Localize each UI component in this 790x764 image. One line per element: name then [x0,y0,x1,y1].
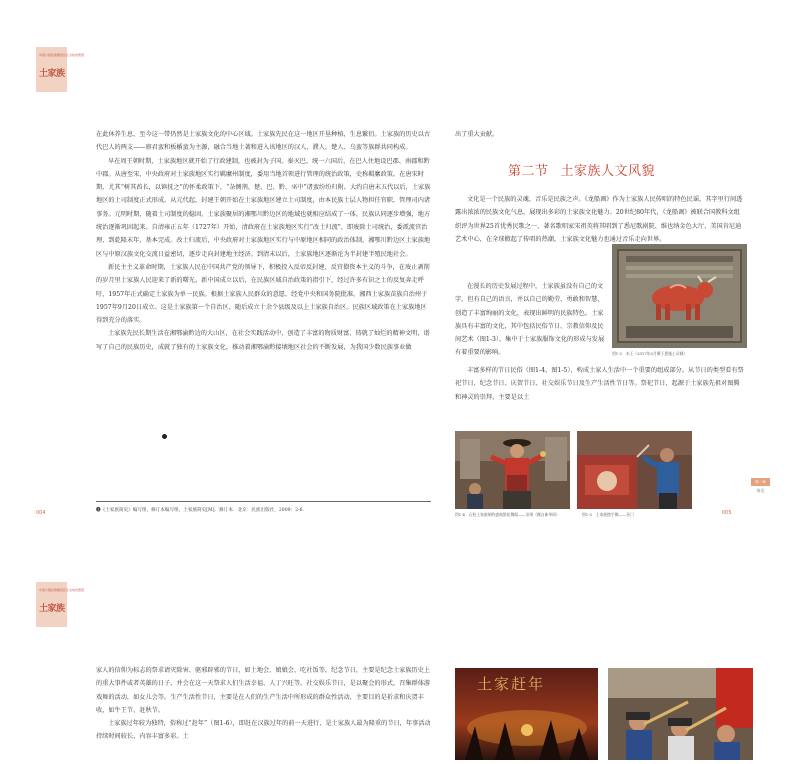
right-page-lead [455,128,745,141]
paragraph: 土家族过年较为独特，俗称过“赶年”（图1-6），即赶在汉族过年的前一天进行，是土家族人最为隆重的节日，年事活动持续时间较长，内容丰富多彩。土 [96,720,431,741]
figure-1-5-photo [577,431,692,509]
figure-1-4-caption: 图1-4 石柱土家族铜铃盛典祭祀舞蹈——巫师（摄自新华网） [455,512,560,517]
bottom-spread [0,545,790,760]
right-page-para-3 [455,364,745,404]
figure-1-5-caption: 图1-5 土家族摆手舞——巫门 [582,512,634,517]
right-page-para-1 [455,193,745,246]
chapter-tab-sub: 绪论 [756,488,765,493]
ritual-dance-image [455,431,570,509]
footnote-rule [96,501,431,502]
chapter-tab-label: 第一章 [751,478,770,486]
badge-title: 土家族 [39,604,65,614]
paragraph: 在漫长的历史发展过程中，土家族虽没有自己的文字，但有自己的语言，并以自己的勤劳、勇敢和智慧，创造了丰富绚丽的文化，表现出鲜明的民族特色。土家族具有丰富的文化，其中包括民俗节日、宗教信仰及民间艺术（图1-3），集中于土家族服饰文化的形成与发展有着重要的影响。 [455,283,605,357]
chapter-badge [36,47,85,92]
paragraph: 在此休养生息，至今这一带仍然是土家族文化的中心区域。土家族先民在这一地区开垦种植，生息繁衍。土家族的历史以古代巴人的两支——廪君蛮和板楯蛮为主源，融合当地土著和进入该地区的汉人、濮人、楚人、乌蛮等族群共同构成。 [96,131,431,152]
figure-1-3-caption: 图1-3 木王（2017年5月摄于恩施土司城） [612,351,688,356]
bottom-left-body [96,664,432,744]
paragraph: 丰富多样的节日民俗（图1-4、图1-5），构成土家人生活中一个重要的组成部分。从节日的类型看有祭祀节日、纪念节日、庆贺节日、社交娱乐节日及生产生活性节日等。祭祀节日，起源于土家族先祖对图腾和神灵的崇拜，主要是以土 [455,367,744,401]
paragraph: 家人的信仰为标志的祭求请灾除害、驱邪辟邪的节日，如土地会、娘娘会、吃社饭等。纪念节日，主要是纪念土家族历史上的重大事件或者英雄的日子，并会在这一天祭求人们生活幸福、人丁兴旺等。社交娱乐节日，是以聚会的形式，召集群体游戏舞的活动，如女儿会等。生产生活性节日，主要是在人们的生产生活中所形成的群众性活动，主要目的是祈求和庆贺丰收，如牛王节、赶秋节。 [96,667,431,714]
paragraph: 新民主主义革命时期，土家族人民在中国共产党的领导下，积极投入反帝反封建、反官僚资本主义的斗争，在废止剥削的岁月里土家族人民迎来了新的曙光。新中国成立以后，在民族区域自治政策的指引下，经过许多有识之士的反复奔走呼吁，1957年正式确定土家族为单一民族。根据土家族人民群众的意愿，经党中央和国务院批准，湘西土家族苗族自治州于1957年9月20日成立。这是土家族第一个自治区，随后成立十余个县级及以上土家族自治区。民族区域政策在土家族地区得到充分的落实。 [96,263,430,325]
figure-1-7-photo [608,668,753,760]
figure-1-4-photo [455,431,570,509]
chapter-tab [751,478,770,500]
page-number-right: 005 [722,510,732,516]
badge-small-text: 中国少数民族聚居区生态地质图册 [39,53,85,57]
paragraph: 文化是一个民族的灵魂，音乐是民族之声。《龙船调》作为土家族人民传唱的特色民谣，其字里行间透露出浓浓的民族文化气息，展现出多彩的土家族文化魅力。20世纪80年代，《龙船调》被联合国教科文组织评为世界25首优秀民歌之一，著名歌唱家宋祖英将其唱到了悉尼歌剧院、维也纳金色大厅、美国肯尼迪艺术中心，在全球掀起了传唱的热潮，土家族文化魅力也通过音乐走向世界。 [455,196,743,243]
paragraph: 早在周王朝时期，土家族地区就开始了行政建制，也被封为子国。秦灭巴，统一六国后，在巴人住地设巴郡、南郡和黔中郡。从唐至宋，中央政府对土家族地区实行羁縻州制度，委用当地首领进行管理的统治政策，史称羁縻政策。在唐宋时期，尤其“树其酋长，以镇抚之”的怀柔政策下，“杂侧荆、楚、巴、黔、巫中”诸蛮纷纷归附。大约自唐末五代以后，土家族地区的土司制度正式形成。从元代起，封建王朝开始在土家族地区建立土司制度，由本民族土层人物担任官职，管理司内诸事务。元明时期，随着土司制度的稳固，土家族聚居的湘鄂川黔边区的地域也就相应结成了一体，民族认同逐步增强，地方统治逐渐巩固起来。自清雍正五年（1727年）开始，清政府在土家族地区实行“改土归流”，即废除土司统治，委派流官治理，到乾隆末年，基本完成。改土归流后，中央政府对土家族地区实行与中原地区相同的政治体制，湘鄂川黔边区土家族地区与中原汉族文化交流日益密切，逐步走向封建地主经济。到清末以后，土家族地区逐渐沦为半封建半殖民地社会。 [96,157,431,258]
section-title [508,160,655,179]
footnote: ❶《土家族简史》编写组，修订本编写组，土家族简史[M]．修订本．北京：民族出版社，2009：2-6． [96,508,308,513]
poster-title: 土家赶年 [477,675,546,693]
figure-1-3-photo [612,244,747,348]
badge-small-text: 中国少数民族聚居区生态地质图册 [39,588,85,592]
section-number: 第二节 [508,164,549,179]
section-name: 土家族人文风貌 [560,164,656,179]
left-page-body [96,128,432,354]
paragraph: 土家族先民长期生活在湘鄂渝黔边的大山区，在社会实践活动中，创造了丰富的物质财富，铸就了灿烂的精神文明，谱写了自己的民族历史，成就了独有的土家族文化，推动着湘鄂渝黔接壤地区社会的不断发展，为我国少数民族事业做 [96,330,430,351]
horn-players-image [608,668,753,760]
right-page-para-2 [455,280,607,360]
badge-title: 土家族 [39,69,65,79]
chapter-badge-bottom [36,582,85,627]
footnote-marker-icon [162,434,167,439]
hand-dance-image [577,431,692,509]
page-number-left: 004 [36,510,46,516]
paragraph: 出了重大贡献。 [455,131,499,138]
ox-statue-image [612,244,747,348]
